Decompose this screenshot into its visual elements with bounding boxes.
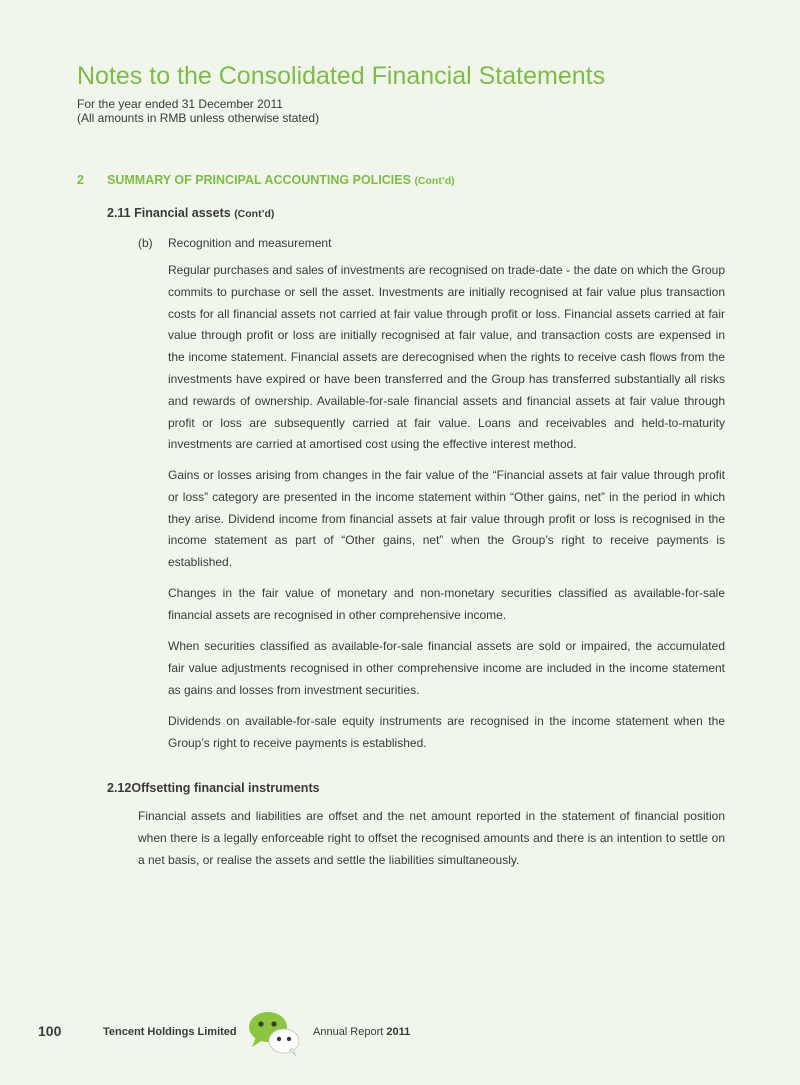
subsection-title: Financial assets xyxy=(134,206,231,220)
section-number: 2 xyxy=(77,173,84,187)
section-cont-marker: (Cont’d) xyxy=(414,175,455,187)
paragraph-fair-value-changes: Changes in the fair value of monetary and non-monetary securities classified as available-for-sale financial assets are recognised in other comprehensive income. xyxy=(168,586,725,622)
subsection-heading-2-12 xyxy=(107,781,320,795)
paragraph-dividends: Dividends on available-for-sale equity instruments are recognised in the income statement when the Group’s right to receive payments is established. xyxy=(168,714,725,750)
section-heading xyxy=(77,173,455,187)
paragraph-gains-losses: Gains or losses arising from changes in the fair value of the “Financial assets at fair value through profit or loss” category are presented in the income statement within “Other gains, net” in the period in which they arise. Dividend income from financial assets at fair value through profit or loss is recognised in the income statement as part of “Other gains, net” when the Group’s right to receive payments is established. xyxy=(168,468,725,570)
page-title: Notes to the Consolidated Financial Statements xyxy=(77,62,606,90)
paragraph-impairment: When securities classified as available-for-sale financial assets are sold or impaired, the accumulated fair value adjustments recognised in other comprehensive income are included in the income statement as gains and losses from investment securities. xyxy=(168,639,725,697)
subsection-number: 2.12 xyxy=(107,781,132,795)
subsection-cont-marker: (Cont’d) xyxy=(234,208,275,220)
subsection-number: 2.11 xyxy=(107,206,131,220)
report-prefix: Annual Report xyxy=(313,1026,384,1038)
subsection-title: Offsetting financial instruments xyxy=(131,781,320,795)
footer-report-label xyxy=(313,1026,410,1038)
report-year: 2011 xyxy=(386,1026,411,1038)
section-title: SUMMARY OF PRINCIPAL ACCOUNTING POLICIES xyxy=(107,173,411,187)
wechat-chat-bubbles-icon xyxy=(246,1009,302,1057)
paragraph-recognition: Regular purchases and sales of investments are recognised on trade-date - the date on which the Group commits to purchase or sell the asset. Investments are initially recognised at fair value plus transaction costs for all financial assets not carried at fair value through profit or loss. Financial assets carried at fair value through profit or loss are initially recognised at fair value, and transaction costs are expensed in the income statement. Financial assets are derecognised when the rights to receive cash flows from the investments have expired or have been transferred and the Group has transferred substantially all risks and rewards of ownership. Available-for-sale financial assets and financial assets at fair value through profit or loss are subsequently carried at fair value. Loans and receivables and held-to-maturity investments are carried at amortised cost using the effective interest method. xyxy=(168,263,725,452)
subtitle-period: For the year ended 31 December 2011 xyxy=(77,97,283,111)
page-number: 100 xyxy=(38,1023,62,1039)
subtitle-currency-note: (All amounts in RMB unless otherwise stated) xyxy=(77,111,320,125)
subsection-heading-2-11 xyxy=(107,206,274,220)
paragraph-offsetting: Financial assets and liabilities are offset and the net amount reported in the statement of financial position when there is a legally enforceable right to offset the recognised amounts and there is an intention to settle on a net basis, or realise the assets and settle the liabilities simultaneously. xyxy=(138,809,725,867)
item-b-heading xyxy=(138,236,331,250)
page-subtitle xyxy=(77,97,319,125)
item-marker: (b) xyxy=(138,236,153,250)
footer-company-name: Tencent Holdings Limited xyxy=(103,1026,237,1038)
item-title: Recognition and measurement xyxy=(168,236,332,250)
